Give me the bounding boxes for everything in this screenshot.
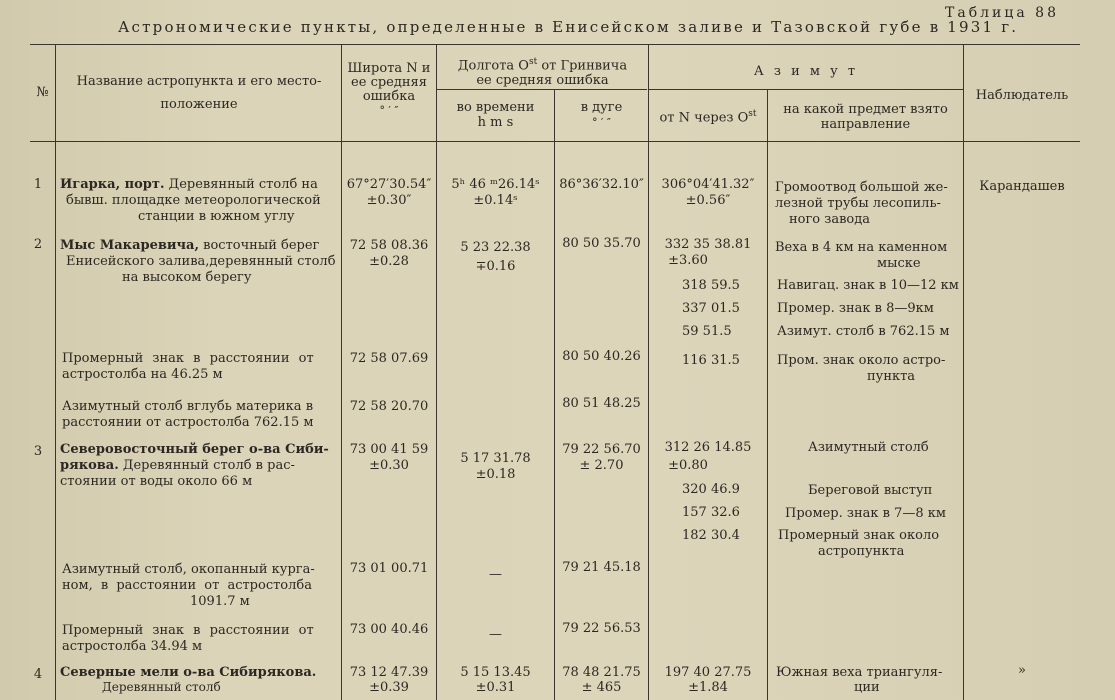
col-rule-1 bbox=[55, 44, 56, 700]
row3a-name: Азимутный столб, окопанный курга- ном, в расстоянии от астростолба 1091.7 м bbox=[62, 562, 315, 609]
row4-name: Северные мели о-ва Сибирякова. Деревянный столб bbox=[60, 665, 317, 694]
row4-latitude: 73 12 47.39 ±0.39 bbox=[349, 665, 429, 695]
row3-extra-az-3: 182 30.4 bbox=[682, 528, 740, 543]
row2-num: 2 bbox=[33, 237, 43, 252]
row2a-azimuth-object: Пром. знак около астро- пункта bbox=[777, 353, 946, 384]
row2-azimuth-object: Веха в 4 км на каменном мыске bbox=[775, 240, 948, 271]
row3-num: 3 bbox=[33, 444, 43, 459]
row3b-name: Промерный знак в расстоянии от астростолба 34.94 м bbox=[62, 623, 314, 654]
row3-name: Северовосточный берег о-ва Сиби- рякова. Деревянный столб в рас- стоянии от воды около 66 м bbox=[60, 442, 329, 489]
row3b-latitude: 73 00 40.46 bbox=[349, 622, 429, 637]
row1-name: Игарка, порт. Деревянный столб на бывш. площадке метеорологической станции в южном углу bbox=[60, 177, 321, 224]
subheader-rule-azimuth bbox=[649, 89, 963, 90]
col-rule-3 bbox=[436, 44, 437, 700]
header-observer: Наблюдатель bbox=[975, 88, 1069, 103]
subheader-rule-longitude bbox=[437, 89, 647, 90]
row4-long-time: 5 15 13.45 ±0.31 bbox=[460, 665, 531, 695]
row3-extra-obj-3: Промерный знак около астропункта bbox=[778, 528, 940, 559]
row2-extra-obj-3: Азимут. столб в 762.15 м bbox=[777, 324, 950, 339]
row1-azimuth-object: Громоотвод большой же- лезной трубы лесопиль- ного завода bbox=[775, 180, 948, 227]
row3b-long-arc: 79 22 56.53 bbox=[562, 621, 641, 636]
row3b-long-time: — bbox=[489, 627, 502, 642]
row2b-name: Азимутный столб вглубь материка в расстоянии от астростолба 762.15 м bbox=[62, 399, 314, 430]
row2-extra-az-1: 318 59.5 bbox=[682, 278, 740, 293]
row3-extra-obj-1: Береговой выступ bbox=[808, 483, 933, 498]
row4-azimuth-object: Южная веха триангуля- ции bbox=[776, 665, 943, 695]
col-rule-7 bbox=[963, 44, 964, 700]
row3-long-time: 5 17 31.78 ±0.18 bbox=[460, 451, 531, 482]
col-rule-2 bbox=[341, 44, 342, 700]
row3-extra-az-1: 320 46.9 bbox=[682, 482, 740, 497]
row2a-azimuth: 116 31.5 bbox=[682, 353, 740, 368]
row3a-latitude: 73 01 00.71 bbox=[349, 561, 429, 576]
row3-extra-az-2: 157 32.6 bbox=[682, 505, 740, 520]
row1-azimuth: 306°04′41.32″ ±0.56″ bbox=[661, 177, 755, 208]
header-longitude-arc: в дуге ° ′ ″ bbox=[580, 100, 623, 129]
row2-name: Мыс Макаревича, восточный берег Енисейского залива,деревянный столб на высоком берегу bbox=[60, 238, 336, 285]
row4-azimuth: 197 40 27.75 ±1.84 bbox=[664, 665, 752, 695]
row2-long-time: 5 23 22.38 ∓0.16 bbox=[460, 240, 531, 274]
header-azimuth-from-n: от N через $O^{st}$ bbox=[659, 109, 757, 126]
row2-azimuth: 332 35 38.81 ±3.60 bbox=[664, 237, 752, 268]
header-longitude: Долгота $O^{st}$ от Гринвича ее средняя ошибка bbox=[457, 57, 628, 89]
header-top-rule bbox=[30, 44, 1080, 45]
row2a-latitude: 72 58 07.69 bbox=[349, 351, 429, 366]
row2a-name: Промерный знак в расстоянии от астростолба на 46.25 м bbox=[62, 351, 314, 382]
row1-num: 1 bbox=[33, 177, 43, 192]
page-title: Астрономические пункты, определенные в Енисейском заливе и Тазовской губе в 1931 г. bbox=[118, 18, 1019, 36]
row2-long-arc: 80 50 35.70 bbox=[562, 236, 641, 251]
header-azimuth-object: на какой предмет взято направление bbox=[783, 102, 948, 132]
header-longitude-time: во времени h m s bbox=[456, 100, 535, 130]
col-rule-5 bbox=[648, 44, 649, 700]
row4-observer: » bbox=[1018, 663, 1026, 678]
row1-observer: Карандашев bbox=[979, 179, 1065, 194]
table-number: Таблица 88 bbox=[945, 5, 1059, 21]
row3a-long-arc: 79 21 45.18 bbox=[562, 560, 641, 575]
header-azimuth: А з и м у т bbox=[753, 64, 859, 79]
row1-long-arc: 86°36′32.10″ bbox=[559, 177, 644, 192]
row3-long-arc: 79 22 56.70 ± 2.70 bbox=[562, 442, 641, 473]
row2b-long-arc: 80 51 48.25 bbox=[562, 396, 641, 411]
row3a-long-time: — bbox=[489, 567, 502, 582]
row3-azimuth: 312 26 14.85 ±0.80 bbox=[664, 440, 752, 473]
row2-latitude: 72 58 08.36 ±0.28 bbox=[349, 238, 429, 269]
header-bottom-rule bbox=[30, 141, 1080, 142]
row3-azimuth-object: Азимутный столб bbox=[808, 440, 929, 455]
header-latitude: Широта N и ее средняя ошибка ° ′ ″ bbox=[347, 61, 431, 117]
row3-latitude: 73 00 41 59 ±0.30 bbox=[349, 442, 429, 473]
row2b-latitude: 72 58 20.70 bbox=[349, 399, 429, 414]
row2-extra-obj-2: Промер. знак в 8—9км bbox=[777, 301, 934, 316]
header-num: № bbox=[36, 85, 49, 100]
row1-latitude: 67°27′30.54″ ±0.30″ bbox=[346, 177, 432, 208]
row2-extra-obj-1: Навигац. знак в 10—12 км bbox=[777, 278, 959, 293]
row2a-long-arc: 80 50 40.26 bbox=[562, 349, 641, 364]
row1-long-time: 5ʰ 46 ᵐ26.14ˢ ±0.14ˢ bbox=[451, 177, 540, 208]
row4-num: 4 bbox=[33, 667, 43, 682]
col-rule-6 bbox=[767, 89, 768, 700]
row2-extra-az-2: 337 01.5 bbox=[682, 301, 740, 316]
header-name: Название астропункта и его место- положение bbox=[76, 74, 322, 112]
row2-extra-az-3: 59 51.5 bbox=[682, 324, 732, 339]
row3-extra-obj-2: Промер. знак в 7—8 км bbox=[785, 506, 947, 521]
row4-long-arc: 78 48 21.75 ± 465 bbox=[562, 665, 641, 695]
